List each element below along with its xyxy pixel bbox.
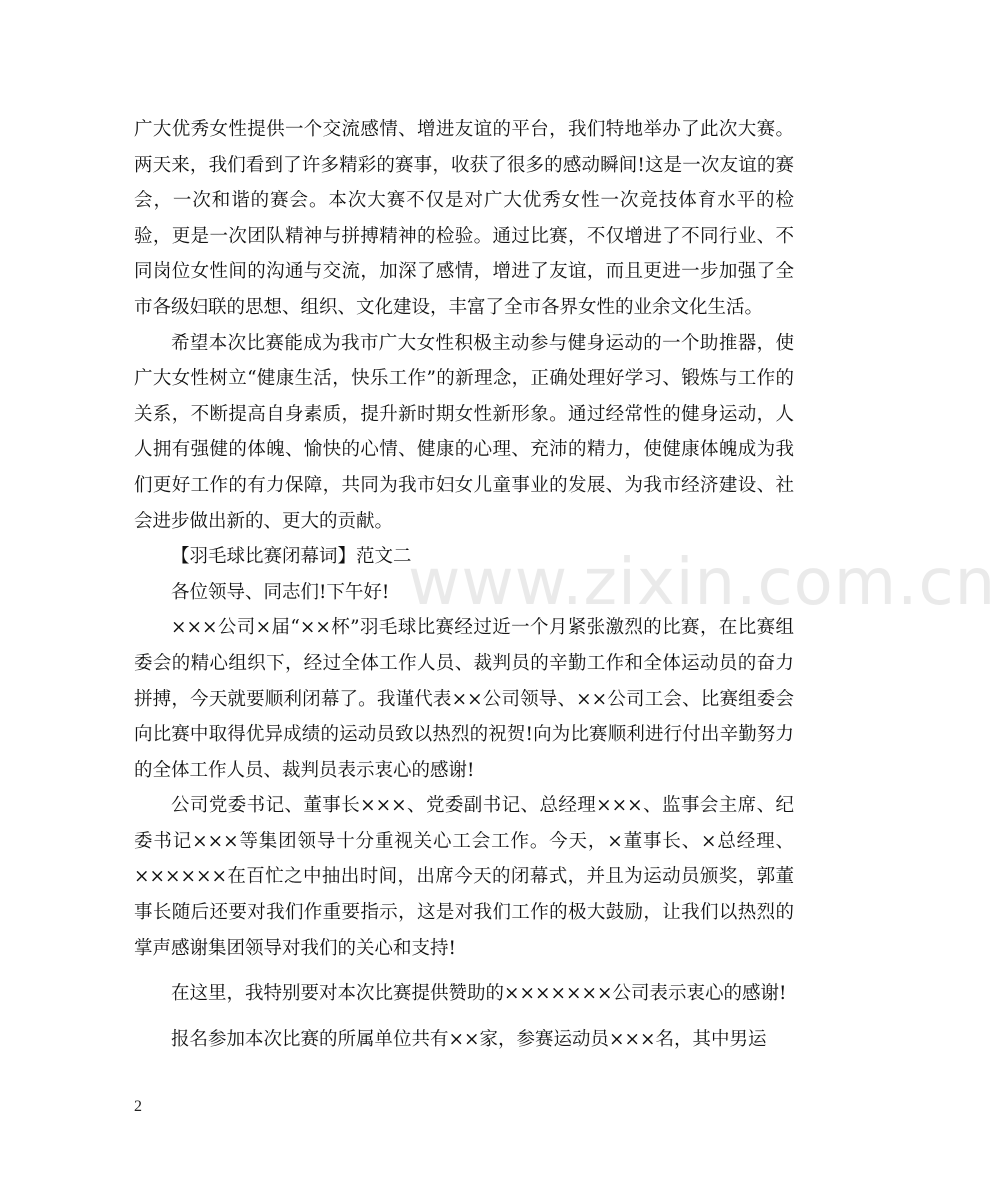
paragraph-5: 在这里，我特别要对本次比赛提供赞助的×××××××公司表示衷心的感谢! <box>171 983 787 1005</box>
watermark: www.zixin.com.cn <box>408 546 996 620</box>
paragraph-1: 广大优秀女性提供一个交流感情、增进友谊的平台，我们特地举办了此次大赛。两天来，我们看到了许多精彩的赛事，收获了很多的感动瞬间!这是一次友谊的赛会，一次和谐的赛会。本次大赛不仅是对广大优秀女性一次竞技体育水平的检验，更是一次团队精神与拼搏精神的检验。通过比赛，不仅增进了不同行业、不同岗位女性间的沟通与交流，加深了感情，增进了友谊，而且更进一步加强了全市各级妇联的思想、组织、文化建设，丰富了全市各界女性的业余文化生活。 <box>134 119 795 318</box>
section-heading: 【羽毛球比赛闭幕词】范文二 <box>171 546 412 568</box>
page-number: 2 <box>134 1098 142 1115</box>
paragraph-6: 报名参加本次比赛的所属单位共有××家，参赛运动员×××名，其中男运 <box>171 1028 767 1050</box>
document-body <box>134 112 794 1057</box>
paragraph-2: 希望本次比赛能成为我市广大女性积极主动参与健身运动的一个助推器，使广大女性树立“健康生活，快乐工作”的新理念，正确处理好学习、锻炼与工作的关系，不断提高自身素质，提升新时期女性新形象。通过经常性的健身运动，人人拥有强健的体魄、愉快的心情、健康的心理、充沛的精力，使健康体魄成为我们更好工作的有力保障，共同为我市妇女儿童事业的发展、为我市经济建设、社会进步做出新的、更大的贡献。 <box>134 332 794 532</box>
paragraph-3: ×××公司×届“××杯”羽毛球比赛经过近一个月紧张激烈的比赛，在比赛组委会的精心组织下，经过全体工作人员、裁判员的辛勤工作和全体运动员的奋力拼搏，今天就要顺利闭幕了。我谨代表××公司领导、××公司工会、比赛组委会向比赛中取得优异成绩的运动员致以热烈的祝贺!向为比赛顺利进行付出辛勤努力的全体工作人员、裁判员表示衷心的感谢! <box>134 617 794 781</box>
greeting-line: 各位领导、同志们!下午好! <box>171 581 390 603</box>
paragraph-4: 公司党委书记、董事长×××、党委副书记、总经理×××、监事会主席、纪委书记×××等集团领导十分重视关心工会工作。今天，×董事长、×总经理、××××××在百忙之中抽出时间，出席今天的闭幕式，并且为运动员颁奖，郭董事长随后还要对我们作重要指示，这是对我们工作的极大鼓励，让我们以热烈的掌声感谢集团领导对我们的关心和支持! <box>134 795 794 959</box>
